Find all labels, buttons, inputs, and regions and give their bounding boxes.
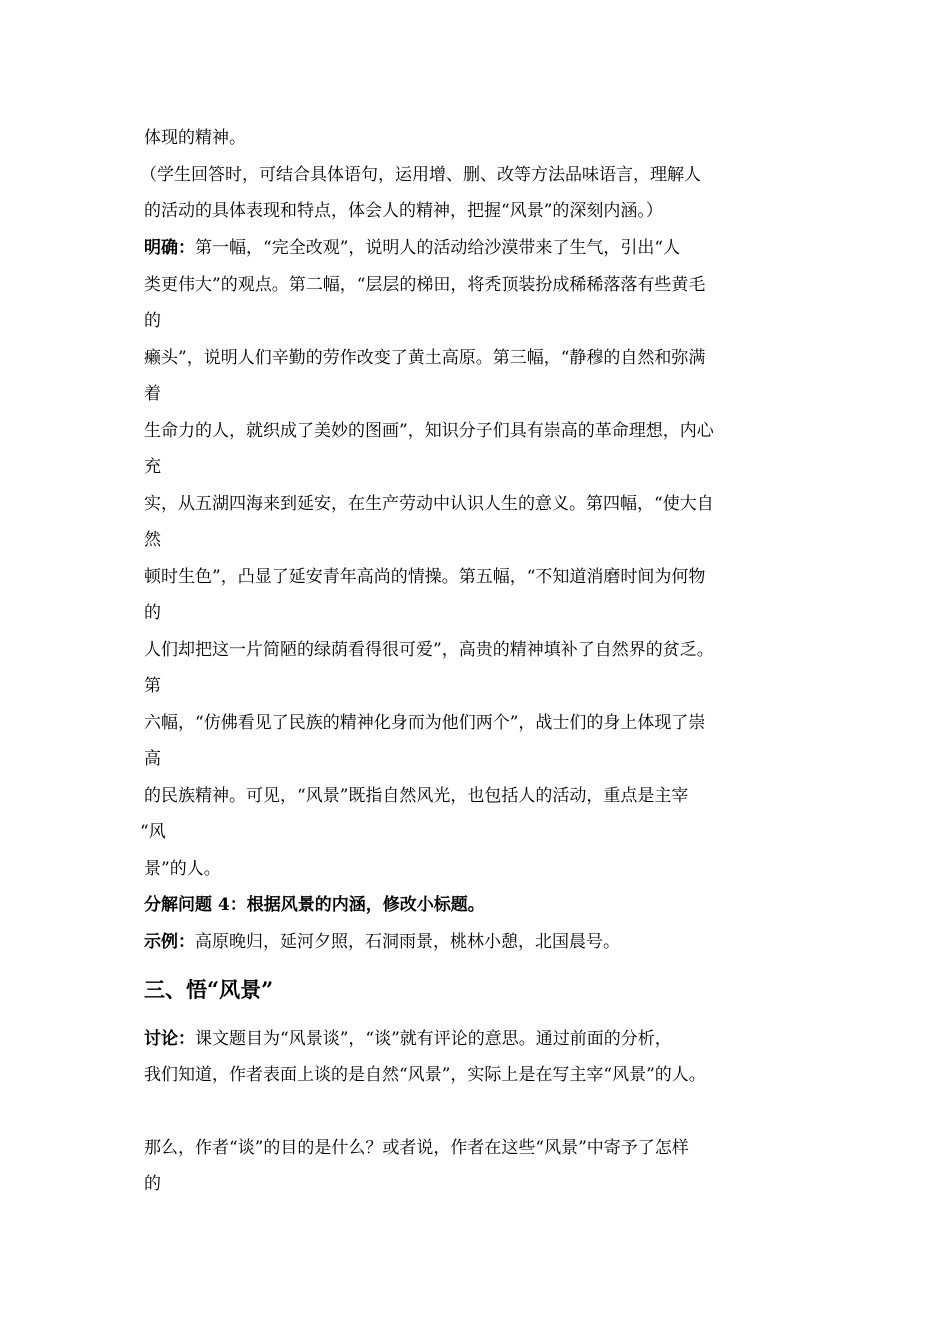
text-line: 类更伟大”的观点。第二幅，“层层的梯田，将秃顶装扮成稀稀落落有些黄毛 bbox=[144, 275, 706, 295]
text-line: 那么，作者“谈”的目的是什么？或者说，作者在这些“风景”中寄予了怎样 bbox=[144, 1138, 689, 1158]
text-line: 然 bbox=[144, 530, 161, 550]
discussion-label: 讨论： bbox=[144, 1029, 195, 1049]
text-line: 体现的精神。 bbox=[144, 128, 246, 148]
text-line: 的民族精神。可见，“风景”既指自然风光，也包括人的活动，重点是主宰 bbox=[144, 786, 689, 806]
text-line: 生命力的人，就织成了美妙的图画”，知识分子们具有崇高的革命理想，内心 bbox=[144, 421, 714, 441]
text-line: 着 bbox=[144, 384, 161, 404]
text-line: 充 bbox=[144, 457, 161, 477]
text-line bbox=[144, 930, 620, 954]
clarify-text: 第一幅，“完全改观”，说明人的活动给沙漠带来了生气，引出“人 bbox=[195, 238, 681, 258]
text-line: 第 bbox=[144, 676, 161, 696]
text-line: 高 bbox=[144, 749, 161, 769]
text-line: 癞头”，说明人们辛勤的劳作改变了黄土高原。第三幅，“静穆的自然和弥满 bbox=[144, 348, 706, 368]
text-line bbox=[144, 1027, 672, 1051]
text-line: 我们知道，作者表面上谈的是自然“风景”，实际上是在写主宰“风景”的人。 bbox=[144, 1065, 706, 1085]
text-line: 的 bbox=[144, 1174, 161, 1194]
text-line: （学生回答时，可结合具体语句，运用增、删、改等方法品味语言，理解人 bbox=[140, 165, 701, 185]
discussion-text: 课文题目为“风景谈”，“谈”就有评论的意思。通过前面的分析， bbox=[195, 1029, 672, 1049]
text-line bbox=[144, 236, 680, 260]
text-line: 的活动的具体表现和特点，体会人的精神，把握“风景”的深刻内涵。） bbox=[144, 201, 663, 221]
text-line: 景”的人。 bbox=[144, 859, 221, 879]
text-line: 的 bbox=[144, 603, 161, 623]
text-line: 顿时生色”，凸显了延安青年高尚的情操。第五幅，“不知道消磨时间为何物 bbox=[144, 567, 706, 587]
section-heading: 三、悟“风景” bbox=[144, 977, 274, 1002]
example-text: 高原晚归，延河夕照，石洞雨景，桃林小憩，北国晨号。 bbox=[195, 932, 620, 952]
sub-question: 分解问题 4：根据风景的内涵，修改小标题。 bbox=[144, 895, 485, 915]
text-line: “风 bbox=[140, 822, 166, 842]
text-line: 人们却把这一片简陋的绿荫看得很可爱”，高贵的精神填补了自然界的贫乏。 bbox=[144, 640, 714, 660]
text-line: 的 bbox=[144, 311, 161, 331]
text-line: 六幅，“仿佛看见了民族的精神化身而为他们两个”，战士们的身上体现了崇 bbox=[144, 713, 706, 733]
text-line: 实，从五湖四海来到延安，在生产劳动中认识人生的意义。第四幅，“使大自 bbox=[144, 494, 714, 514]
example-label: 示例： bbox=[144, 932, 195, 952]
clarify-label: 明确： bbox=[144, 238, 195, 258]
